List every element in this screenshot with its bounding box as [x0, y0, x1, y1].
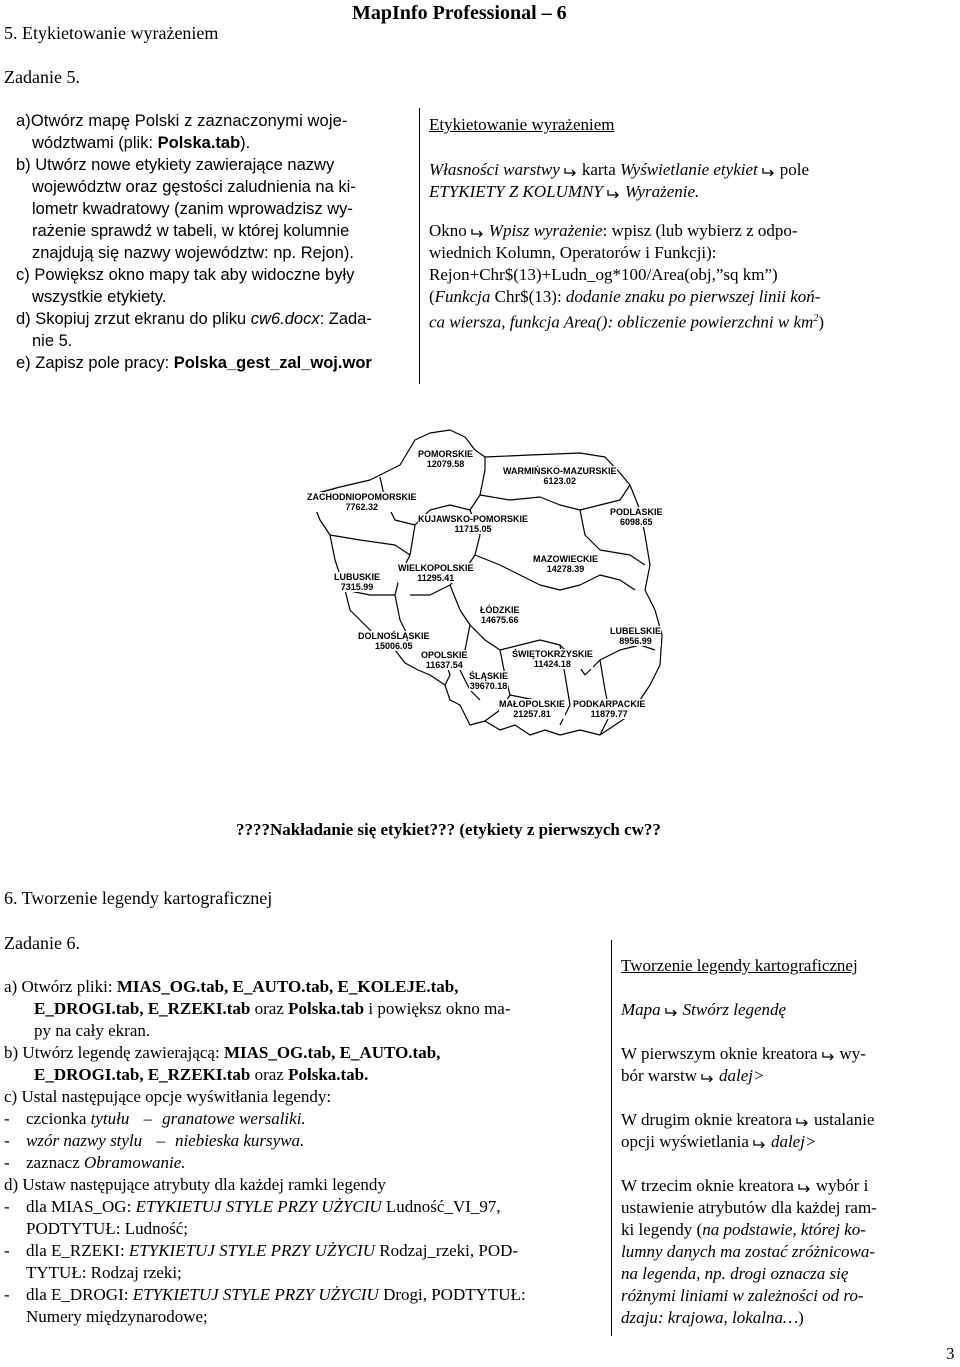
legend-line12: dzaju: krajowa, lokalna…): [621, 1308, 804, 1327]
etykiety-line1: Własności warstwy karta Wyświetlanie etykiet pole: [429, 160, 810, 179]
etykiety-line3: Okno Wpisz wyrażenie: wpisz (lub wybierz z odpo-: [429, 221, 798, 240]
task6-d-line2: - dla MIAS_OG: ETYKIETUJ STYLE PRZY UŻYCIU Ludność_VI_97,: [4, 1197, 501, 1216]
arrow-icon: [564, 166, 578, 176]
overlap-note: ????Nakładanie się etykiet??? (etykiety z pierwszych cw??: [236, 820, 661, 839]
map-label-wielkopolskie: WIELKOPOLSKIE 11295.41: [398, 563, 474, 583]
map-label-podkarpackie: PODKARPACKIE 11879.77: [573, 699, 646, 719]
task6-d-line1: d) Ustaw następujące atrybuty dla każdej ramki legendy: [4, 1175, 386, 1194]
task5-c-line1: c) Powiększ okno mapy tak aby widoczne były: [16, 266, 355, 284]
map-label-pomorskie: POMORSKIE 12079.58: [418, 449, 474, 469]
map-label-lubelskie: LUBELSKIE 8956.99: [610, 626, 662, 646]
vertical-divider-top: [419, 108, 420, 384]
etykiety-line2: ETYKIETY Z KOLUMNY Wyrażenie.: [429, 182, 700, 201]
task5-b-line3: lometr kwadratowy (zanim wprowadzisz wy-: [32, 200, 353, 218]
etykiety-formula: Rejon+Chr$(13)+Ludn_og*100/Area(obj,”sq km”): [429, 265, 778, 284]
legend-line6: W trzecim oknie kreatora wybór i: [621, 1176, 869, 1195]
task6-d-line5: TYTUŁ: Rodzaj rzeki;: [26, 1263, 182, 1282]
arrow-icon: [798, 1182, 812, 1192]
map-label-slaskie: ŚLĄSKIE 39670.18: [469, 671, 509, 691]
legend-title: Tworzenie legendy kartograficznej: [621, 956, 858, 975]
task5-a-line2: wództwami (plik: Polska.tab).: [32, 134, 251, 152]
arrow-icon: [665, 1006, 679, 1016]
etykiety-instructions: [429, 114, 954, 334]
page-number: 3: [946, 1344, 955, 1363]
etykiety-line4: wiednich Kolumn, Operatorów i Funkcji):: [429, 243, 717, 262]
etykiety-title: Etykietowanie wyrażeniem: [429, 115, 615, 134]
task6-c-line3: - wzór nazwy stylu – niebieska kursywa.: [4, 1131, 305, 1150]
map-label-opolskie: OPOLSKIE 11637.54: [421, 650, 468, 670]
map-label-malopolskie: MAŁOPOLSKIE 21257.81: [499, 699, 566, 719]
task5-d-line2: nie 5.: [32, 332, 73, 350]
task5-body: [16, 110, 406, 374]
task6-b-line1: b) Utwórz legendę zawierającą: MIAS_OG.tab, E_AUTO.tab,: [4, 1043, 441, 1062]
arrow-icon: [607, 188, 621, 198]
legend-instructions: [621, 955, 951, 1329]
task5-e-line1: e) Zapisz pole pracy: Polska_gest_zal_woj.wor: [16, 354, 372, 372]
arrow-icon: [753, 1138, 767, 1148]
map-label-kujawsko-pomorskie: KUJAWSKO-POMORSKIE 11715.05: [418, 514, 529, 534]
task6-a-line1: a) Otwórz pliki: MIAS_OG.tab, E_AUTO.tab, E_KOLEJE.tab,: [4, 977, 459, 996]
task6-a-line2: E_DROGI.tab, E_RZEKI.tab oraz Polska.tab i powiększ okno ma-: [34, 999, 511, 1018]
task6-heading: Zadanie 6.: [4, 933, 80, 953]
etykiety-line7: ca wiersza, funkcja Area(): obliczenie powierzchni w $km^2$): [429, 312, 824, 332]
task6-d-line3: PODTYTUŁ: Ludność;: [26, 1219, 188, 1238]
task5-heading: Zadanie 5.: [4, 67, 80, 87]
map-label-zachodniopomorskie: ZACHODNIOPOMORSKIE 7762.32: [307, 492, 417, 512]
map-label-mazowieckie: MAZOWIECKIE 14278.39: [533, 554, 598, 574]
map-label-lodzkie: ŁÓDZKIE 14675.66: [480, 605, 520, 625]
task5-a-line1: a)Otwórz mapę Polski z zaznaczonymi woje-: [16, 112, 348, 130]
arrow-icon: [701, 1072, 715, 1082]
task6-d-line4: - dla E_RZEKI: ETYKIETUJ STYLE PRZY UŻYCIU Rodzaj_rzeki, POD-: [4, 1241, 519, 1260]
task6-c-line1: c) Ustal następujące opcje wyświtłania legendy:: [4, 1087, 332, 1106]
task6-a-line3: py na cały ekran.: [34, 1021, 151, 1040]
legend-line11: różnymi liniami w zależności od ro-: [621, 1286, 864, 1305]
legend-line1: Mapa Stwórz legendę: [621, 1000, 787, 1019]
task6-d-line6: - dla E_DROGI: ETYKIETUJ STYLE PRZY UŻYCIU Drogi, PODTYTUŁ:: [4, 1285, 526, 1304]
map-label-warminsko-mazurskie: WARMIŃSKO-MAZURSKIE 6123.02: [503, 466, 617, 486]
legend-line3: bór warstw dalej>: [621, 1066, 765, 1085]
legend-line5: opcji wyświetlania dalej>: [621, 1132, 817, 1151]
task6-d-line7: Numery międzynarodowe;: [26, 1307, 208, 1326]
arrow-icon: [822, 1050, 836, 1060]
task5-b-line1: b) Utwórz nowe etykiety zawierające nazwy: [16, 156, 335, 174]
legend-line8: ki legendy (na podstawie, której ko-: [621, 1220, 866, 1239]
task6-c-line2: - czcionka tytułu – granatowe wersaliki.: [4, 1109, 306, 1128]
section-6-title: 6. Tworzenie legendy kartograficznej: [4, 888, 273, 908]
app-title: MapInfo Professional – 6: [352, 2, 567, 24]
task5-b-line4: rażenie sprawdź w tabeli, w której kolumnie: [32, 222, 350, 240]
task5-b-line2: województw oraz gęstości zaludnienia na ki-: [32, 178, 356, 196]
legend-line7: ustawienie atrybutów dla każdej ram-: [621, 1198, 877, 1217]
legend-line9: lumny danych ma zostać zróżnicowa-: [621, 1242, 876, 1261]
task5-d-line1: d) Skopiuj zrzut ekranu do pliku cw6.docx: Zada-: [16, 310, 372, 328]
task5-b-line5: znajdują się nazwy województw: np. Rejon).: [32, 244, 354, 262]
legend-line10: na legenda, np. drogi oznacza się: [621, 1264, 849, 1283]
task6-c-line4: - zaznacz Obramowanie.: [4, 1153, 186, 1172]
map-label-swietokrzyskie: ŚWIĘTOKRZYSKIE 11424.18: [512, 649, 593, 669]
task6-body: [4, 976, 604, 1328]
legend-line2: W pierwszym oknie kreatora wy-: [621, 1044, 866, 1063]
legend-line4: W drugim oknie kreatora ustalanie: [621, 1110, 875, 1129]
arrow-icon: [762, 166, 776, 176]
etykiety-line6: (Funkcja Chr$(13): dodanie znaku po pierwszej linii koń-: [429, 287, 821, 306]
section-5-title: 5. Etykietowanie wyrażeniem: [4, 23, 219, 43]
arrow-icon: [471, 227, 485, 237]
map-label-lubuskie: LUBUSKIE 7315.99: [334, 572, 381, 592]
map-label-podlaskie: PODLASKIE 6098.65: [610, 507, 663, 527]
arrow-icon: [796, 1116, 810, 1126]
map-label-dolnoslaskie: DOLNOŚLĄSKIE 15006.05: [358, 631, 430, 651]
task5-c-line2: wszystkie etykiety.: [32, 288, 167, 306]
vertical-divider-bottom: [611, 940, 612, 1336]
task6-b-line2: E_DROGI.tab, E_RZEKI.tab oraz Polska.tab.: [34, 1065, 369, 1084]
